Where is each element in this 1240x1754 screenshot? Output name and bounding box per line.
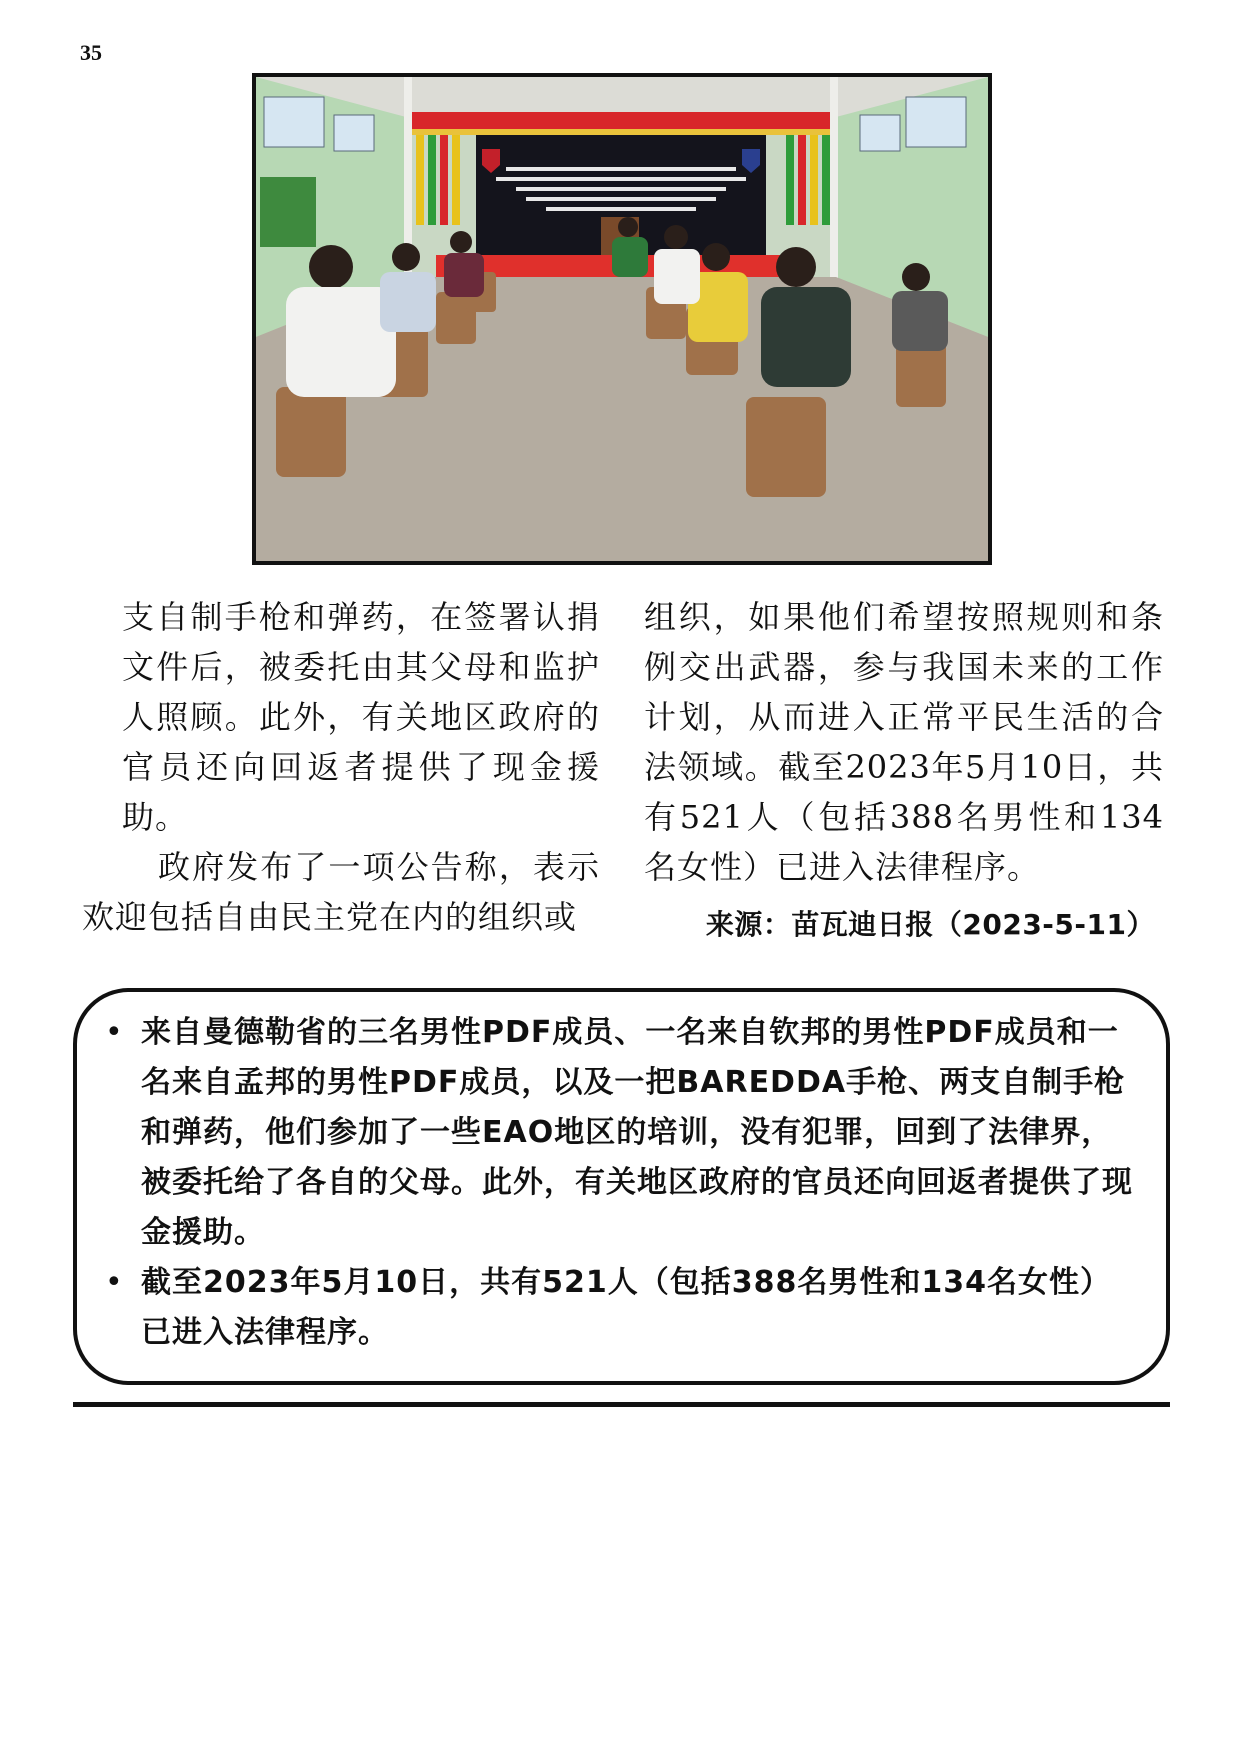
article-source-citation: 来源：苗瓦迪日报（2023-5-11） xyxy=(705,908,1155,941)
article-paragraph-text: 政府发布了一项公告称，表示欢迎包括自由民主党在内的组织或 xyxy=(82,848,600,936)
article-left-column xyxy=(82,592,600,942)
meeting-hall-illustration xyxy=(256,77,988,561)
article-right-text: 组织，如果他们希望按照规则和条例交出武器，参与我国未来的工作计划，从而进入正常平民生活的合法领域。截至2023年5月10日，共有521人（包括388名男性和134名女性）已进入法律程序。 xyxy=(644,598,1164,886)
article-right-column xyxy=(644,592,1164,892)
ceremony-photo xyxy=(252,73,992,565)
summary-box xyxy=(73,988,1170,1385)
page-number: 35 xyxy=(80,40,102,65)
summary-bullet: • 截至2023年5月10日，共有521人（包括388名男性和134名女性）已进入法律程序。 xyxy=(141,1258,1136,1358)
bottom-divider xyxy=(73,1402,1170,1407)
article-continuation-text: 支自制手枪和弹药，在签署认捐文件后，被委托由其父母和监护人照顾。此外，有关地区政府的官员还向回返者提供了现金援助。 xyxy=(122,598,600,836)
summary-bullet: • 来自曼德勒省的三名男性PDF成员、一名来自钦邦的男性PDF成员和一名来自孟邦的男性PDF成员，以及一把BAREDDA手枪、两支自制手枪和弹药，他们参加了一些EAO地区的培训，没有犯罪，回到了法律界，被委托给了各自的父母。此外，有关地区政府的官员还向回返者提供了现金援助。 xyxy=(141,1008,1136,1258)
summary-list xyxy=(77,992,1166,1358)
